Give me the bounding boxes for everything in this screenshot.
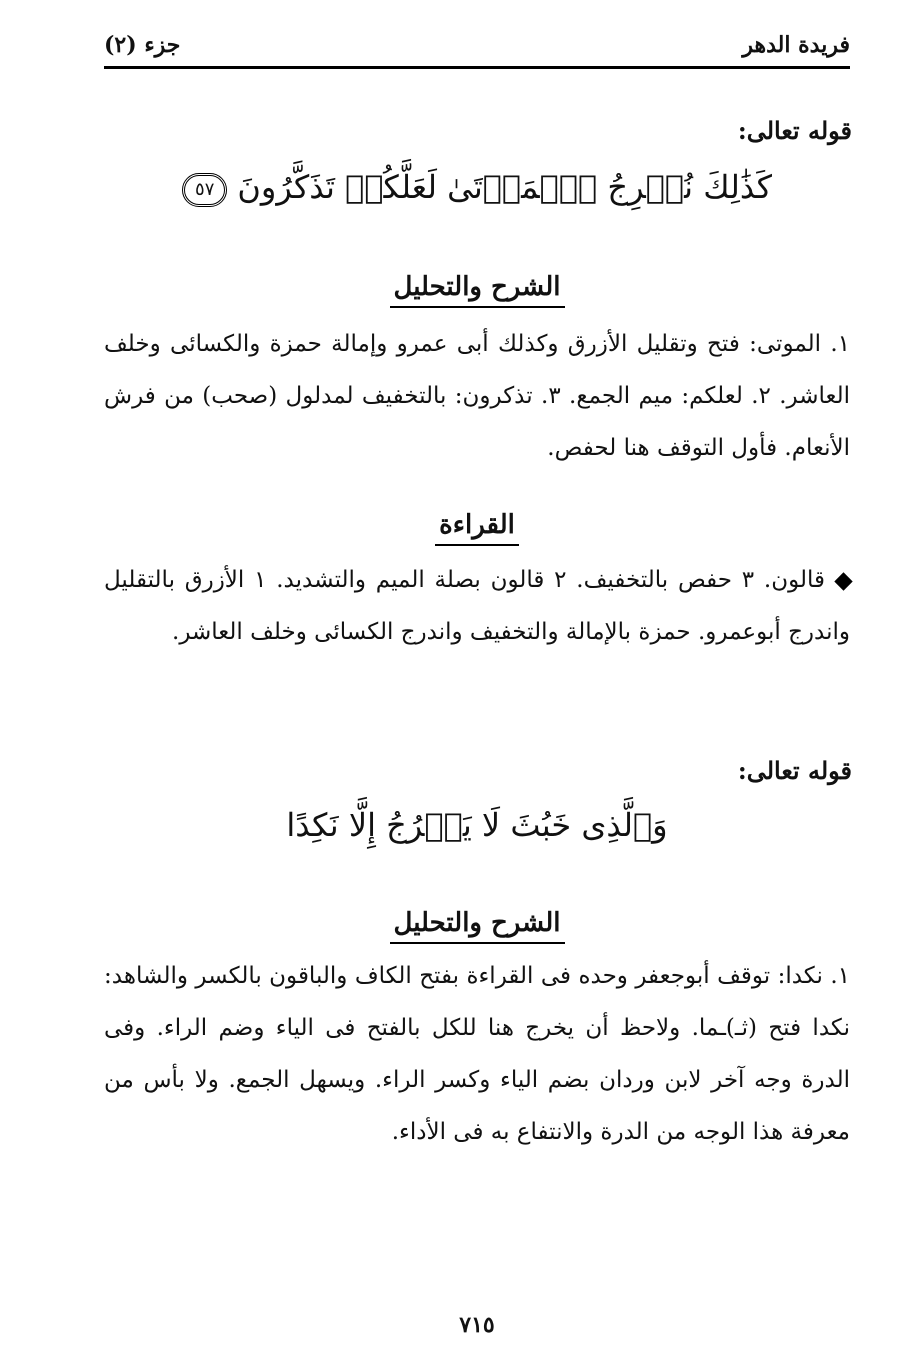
qiraa-text: قالون. ٣ حفص بالتخفيف. ٢ قالون بصلة الميم والتشديد. ١ الأزرق بالتقليل واندرج أبوعمرو. حمزة بالإمالة والتخفيف واندرج الكسائى وخلف العاشر. [104, 567, 850, 645]
sharh-heading-1-text: الشرح والتحليل [390, 272, 565, 308]
header-rule [104, 66, 850, 69]
verse-text-1: كَذَٰلِكَ نُخۡرِجُ ٱلۡمَوۡتَىٰ لَعَلَّكُمۡ تَذَكَّرُونَ [237, 168, 772, 206]
sharh-paragraph-2: ١. نكدا: توقف أبوجعفر وحده فى القراءة بفتح الكاف والباقون بالكسر والشاهد: نكدا فتح (ثـ)ـما. ولاحظ أن يخرج هنا للكل بالفتح فى الياء وضم الراء. وفى الدرة وجه آخر لابن وردان بضم الياء وكسر الراء. ويسهل الجمع. ولا بأس من معرفة هذا الوجه من الدرة والانتفاع به فى الأداء. [104, 963, 850, 1145]
diamond-bullet-icon [834, 572, 852, 590]
ayah-number-mark: ٥٧ [182, 173, 227, 207]
sharh-heading-2 [104, 908, 850, 944]
page-number: ٧١٥ [459, 1312, 495, 1338]
book-title: فريدة الدهر [742, 32, 850, 58]
qiraa-heading-text: القراءة [435, 510, 519, 546]
qiraa-heading [104, 510, 850, 546]
sharh-heading-1 [104, 272, 850, 308]
qiraa-paragraph [104, 554, 850, 658]
sharh-paragraph-1: ١. الموتى: فتح وتقليل الأزرق وكذلك أبى عمرو وإمالة حمزة والكسائى وخلف العاشر. ٢. لعلكم: ميم الجمع. ٣. تذكرون: بالتخفيف لمدلول (صحب) من فرش الأنعام. فأول التوقف هنا لحفص. [104, 331, 850, 461]
page-header [104, 28, 850, 66]
verse-intro-1: قوله تعالى: [737, 116, 852, 145]
quran-verse-1 [104, 168, 850, 207]
verse-intro-2: قوله تعالى: [737, 756, 852, 785]
sharh-heading-2-text: الشرح والتحليل [390, 908, 565, 944]
part-label: جزء (٢) [104, 32, 181, 58]
quran-verse-2: وَٱلَّذِى خَبُثَ لَا يَخۡرُجُ إِلَّا نَكِدًا [286, 806, 668, 844]
